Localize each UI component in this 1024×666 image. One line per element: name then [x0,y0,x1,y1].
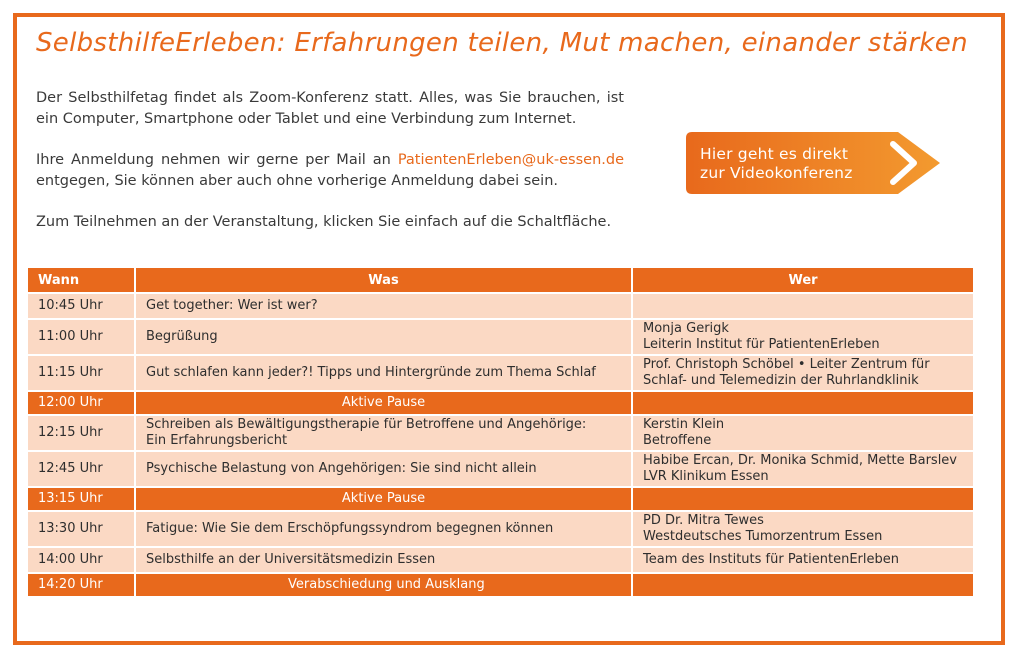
cell-wann: 11:00 Uhr [27,319,135,355]
cell-wann: 12:15 Uhr [27,415,135,451]
cell-wann: 10:45 Uhr [27,293,135,319]
cell-was: Aktive Pause [135,487,632,511]
intro-paragraph-3: Zum Teilnehmen an der Veranstaltung, klicken Sie einfach auf die Schaltfläche. [36,214,612,230]
intro-paragraph-2 [36,150,624,192]
speaker-role: Betroffene [643,433,712,448]
table-row [27,355,974,391]
cell-wann: 14:20 Uhr [27,573,135,597]
cell-was: Gut schlafen kann jeder?! Tipps und Hintergründe zum Thema Schlaf [135,355,632,391]
cell-wer [632,391,974,415]
table-row [27,547,974,573]
speaker-name: Kerstin Klein [643,417,725,432]
header-was: Was [135,267,632,293]
header-wer: Wer [632,267,974,293]
intro-p2-before: Ihre Anmeldung nehmen wir gerne per Mail an [36,152,398,168]
cell-wer [632,487,974,511]
page-title: SelbsthilfeErleben: Erfahrungen teilen, Mut machen, einander stärken [36,28,968,58]
cell-wann: 12:00 Uhr [27,391,135,415]
cell-wer: Team des Instituts für PatientenErleben [632,547,974,573]
intro-p2-after: entgegen, Sie können aber auch ohne vorherige Anmeldung dabei sein. [36,173,559,189]
program-table [26,266,975,598]
table-row-pause [27,391,974,415]
email-link[interactable]: PatientenErleben@uk-essen.de [397,152,624,168]
videoconference-button[interactable] [686,132,940,194]
cell-wer [632,511,974,547]
cell-was [135,415,632,451]
cell-was: Selbsthilfe an der Universitätsmedizin Essen [135,547,632,573]
speaker-role: Leiterin Institut für PatientenErleben [643,337,880,352]
table-row [27,319,974,355]
speaker-role: Schlaf- und Telemedizin der Ruhrlandklinik [643,373,919,388]
cell-wann: 13:30 Uhr [27,511,135,547]
speaker-name: PD Dr. Mitra Tewes [643,513,764,528]
cell-was: Begrüßung [135,319,632,355]
table-row [27,415,974,451]
table-row-pause [27,573,974,597]
cell-wann: 14:00 Uhr [27,547,135,573]
table-row-pause [27,487,974,511]
cell-was: Get together: Wer ist wer? [135,293,632,319]
cta-label [700,145,853,183]
speaker-role: Westdeutsches Tumorzentrum Essen [643,529,883,544]
cell-wer [632,355,974,391]
cell-was: Verabschiedung und Ausklang [135,573,632,597]
cell-was: Aktive Pause [135,391,632,415]
cell-wer [632,319,974,355]
cell-wer [632,451,974,487]
header-wann: Wann [27,267,135,293]
talk-title-line-1: Schreiben als Bewältigungstherapie für Betroffene und Angehörige: [146,417,587,432]
table-row [27,511,974,547]
cta-label-line-1: Hier geht es direkt [700,145,849,163]
cell-wer [632,415,974,451]
speaker-name: Prof. Christoph Schöbel • Leiter Zentrum für [643,357,930,372]
speaker-role: LVR Klinikum Essen [643,469,769,484]
table-header-row [27,267,974,293]
cell-wann: 13:15 Uhr [27,487,135,511]
cell-wer [632,293,974,319]
talk-title-line-2: Ein Erfahrungsbericht [146,433,288,448]
cell-was: Psychische Belastung von Angehörigen: Sie sind nicht allein [135,451,632,487]
speaker-name: Habibe Ercan, Dr. Monika Schmid, Mette Barslev [643,453,957,468]
cta-label-line-2: zur Videokonferenz [700,164,853,182]
intro-paragraph-1: Der Selbsthilfetag findet als Zoom-Konferenz statt. Alles, was Sie brauchen, ist ein Computer, Smartphone oder Tablet und eine Verbindung zum Internet. [36,90,624,127]
cell-wann: 12:45 Uhr [27,451,135,487]
intro-text [36,88,624,233]
cell-wer [632,573,974,597]
table-row [27,293,974,319]
cell-wann: 11:15 Uhr [27,355,135,391]
table-row [27,451,974,487]
speaker-name: Monja Gerigk [643,321,729,336]
cell-was: Fatigue: Wie Sie dem Erschöpfungssyndrom begegnen können [135,511,632,547]
